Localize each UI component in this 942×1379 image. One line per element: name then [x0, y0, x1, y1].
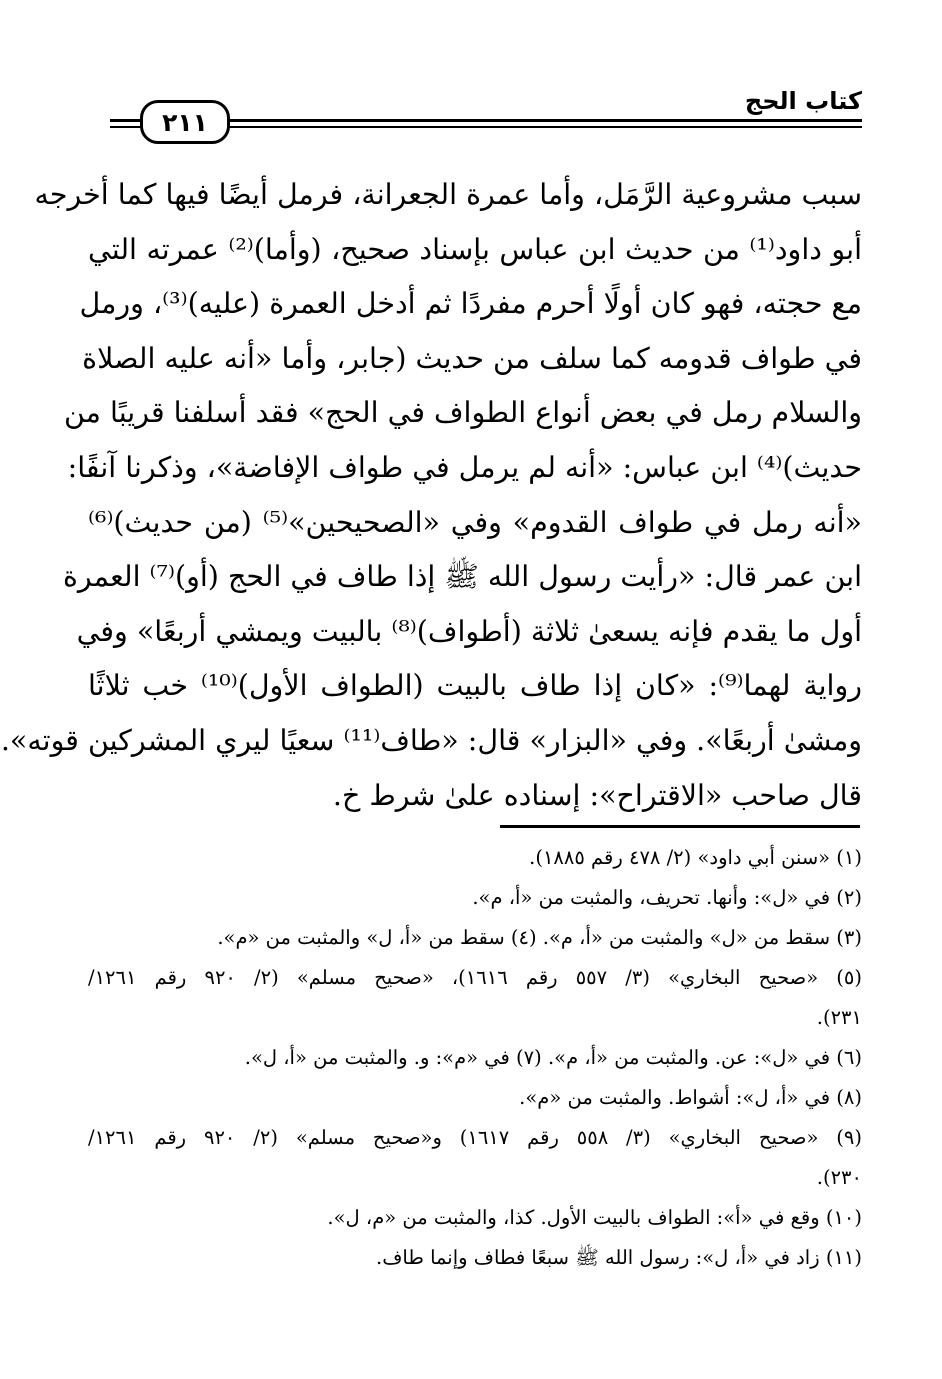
- text-line: رواية لهما⁽⁹⁾: «كان إذا طاف بالبيت (الطواف الأول)⁽¹⁰⁾ خب ثلاثًا: [88, 669, 862, 703]
- footnote: ٢٣١).: [816, 1006, 862, 1029]
- footnote: (٥) «صحيح البخاري» (٣/ ٥٥٧ رقم ١٦١٦)، «صحيح مسلم» (٢/ ٩٢٠ رقم ١٢٦١/: [88, 966, 862, 989]
- text-line: قال صاحب «الاقتراح»: إسناده علىٰ شرط خ.: [332, 778, 862, 812]
- text-line: أول ما يقدم فإنه يسعىٰ ثلاثة (أطواف)⁽⁸⁾ بالبيت ويمشي أربعًا» وفي: [76, 614, 862, 648]
- footnote: (٦) في «ل»: عن. والمثبت من «أ، م». (٧) في «م»: و. والمثبت من «أ، ل».: [244, 1046, 862, 1069]
- footnote: ٢٣٠).: [816, 1166, 862, 1189]
- text-line: «أنه رمل في طواف القدوم» وفي «الصحيحين»⁽⁵⁾ (من حديث)⁽⁶⁾: [88, 505, 862, 539]
- text-line: حديث)⁽⁴⁾ ابن عباس: «أنه لم يرمل في طواف الإفاضة»، وذكرنا آنفًا:: [67, 450, 862, 484]
- text-line: في طواف قدومه كما سلف من حديث (جابر، وأما «أنه عليه الصلاة: [82, 341, 862, 375]
- text-line: ابن عمر قال: «رأيت رسول الله ﷺ إذا طاف في الحج (أو)⁽⁷⁾ العمرة: [63, 560, 862, 594]
- footnote-separator: [500, 825, 860, 828]
- footnote: (١٠) وقع في «أ»: الطواف بالبيت الأول. كذا، والمثبت من «م، ل».: [327, 1206, 862, 1229]
- page-number: ٢١١: [140, 100, 230, 144]
- footnote: (٩) «صحيح البخاري» (٣/ ٥٥٨ رقم ١٦١٧) و«صحيح مسلم» (٢/ ٩٢٠ رقم ١٢٦١/: [88, 1126, 862, 1149]
- footnote: (٢) في «ل»: وأنها. تحريف، والمثبت من «أ، م».: [472, 886, 862, 909]
- page-header: [110, 88, 862, 144]
- text-line: مع حجته، فهو كان أولًا أحرم مفردًا ثم أدخل العمرة (عليه)⁽³⁾، ورمل: [79, 287, 862, 321]
- text-line: سبب مشروعية الرَّمَل، وأما عمرة الجعرانة، فرمل أيضًا فيها كما أخرجه: [34, 178, 862, 211]
- book-title: كتاب الحج: [733, 86, 862, 116]
- footnote: (١١) زاد في «أ، ل»: رسول الله ﷺ سبعًا فطاف وإنما طاف.: [376, 1246, 862, 1269]
- text-line: ومشىٰ أربعًا». وفي «البزار» قال: «طاف⁽¹¹⁾ سعيًا ليري المشركين قوته».: [0, 723, 862, 757]
- text-line: أبو داود⁽¹⁾ من حديث ابن عباس بإسناد صحيح، (وأما)⁽²⁾ عمرته التي: [88, 232, 862, 266]
- footnote: (٨) في «أ، ل»: أشواط. والمثبت من «م».: [519, 1086, 862, 1109]
- text-line: والسلام رمل في بعض أنواع الطواف في الحج» فقد أسلفنا قريبًا من: [63, 396, 862, 430]
- footnotes: [88, 838, 862, 1278]
- footnote: (٣) سقط من «ل» والمثبت من «أ، م». (٤) سقط من «أ، ل» والمثبت من «م».: [217, 926, 862, 949]
- main-text: [0, 168, 862, 823]
- footnote: (١) «سنن أبي داود» (٢/ ٤٧٨ رقم ١٨٨٥).: [529, 846, 862, 869]
